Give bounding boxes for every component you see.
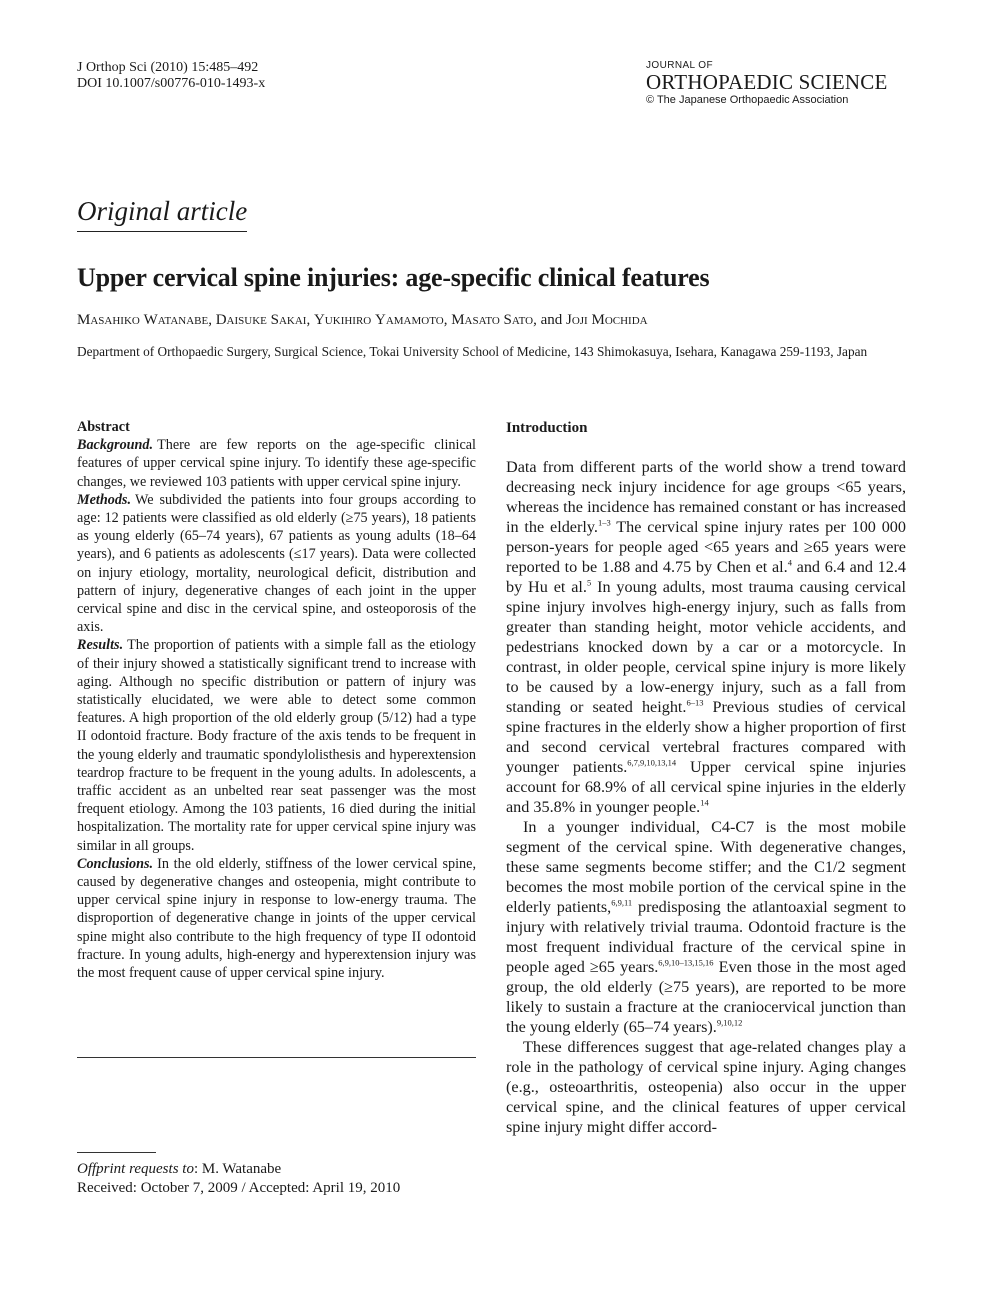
journal-brand-copyright: © The Japanese Orthopaedic Association (646, 94, 849, 106)
abstract-methods: Methods. We subdivided the patients into four groups according to age: 12 patients were classified as old elderly (≥75 years), 18 patients as young elderly (65–74 years), 67 patients as young adults (18–64 years), and 6 patients as adolescents (≤17 years). Data were collected on injury etiology, mortality, neurological deficit, distribution and pattern of injury, degenerative changes of each joint in the upper cervical spine and disc in the cervical spine, and osteoporosis of the axis. (77, 491, 476, 636)
introduction-section (506, 418, 906, 1137)
citation-ref: 1–3 (597, 517, 611, 528)
article-category: Original article (77, 196, 247, 232)
citation-ref: 6,9,10–13,15,16 (658, 957, 714, 968)
conclusions-label: Conclusions. (77, 855, 154, 872)
abstract-heading: Abstract (77, 419, 130, 435)
citation-block (77, 60, 265, 92)
citation-ref: 5 (586, 577, 592, 588)
abstract-divider (77, 1057, 476, 1058)
citation-ref: 6–13 (686, 697, 704, 708)
offprint-requests: Offprint requests to: M. Watanabe (77, 1161, 282, 1177)
affiliation: Department of Orthopaedic Surgery, Surgical Science, Tokai University School of Medicine, 143 Shimokasuya, Isehara, Kanagawa 259-1193, Japan (77, 344, 868, 359)
journal-brand-small: JOURNAL OF (646, 60, 713, 71)
journal-brand-name: ORTHOPAEDIC SCIENCE (646, 70, 888, 94)
journal-brand (646, 60, 916, 107)
author-list: Masahiko Watanabe, Daisuke Sakai, Yukihiro Yamamoto, Masato Sato, and Joji Mochida (77, 312, 648, 328)
abstract-results: Results. The proportion of patients with a simple fall as the etiology of their injury showed a statistically significant trend to increase with aging. Although no specific distribution or pattern of injury was statistically elucidated, we were able to detect some common features. A high proportion of the old elderly group (5/12) had a type II odontoid fracture. Body fracture of the axis tends to be frequent in the young elderly and traumatic spondylolisthesis and hyperextension teardrop fracture to be frequent in the young adults. In adolescents, a traffic accident as an unbelted rear seat passenger was the most frequent etiology. Among the 103 patients, 16 died during the initial hospitalization. The mortality rate for upper cervical spine injury was similar in all groups. (77, 637, 476, 854)
background-label: Background. (77, 437, 154, 454)
introduction-heading: Introduction (506, 420, 588, 436)
author-5: Joji Mochida (566, 312, 648, 328)
doi: DOI 10.1007/s00776-010-1493-x (77, 76, 266, 91)
author-2: Daisuke Sakai (215, 312, 307, 328)
received-accepted-dates: Received: October 7, 2009 / Accepted: April 19, 2010 (77, 1180, 401, 1196)
author-4: Masato Sato (451, 312, 534, 328)
citation-ref: 6,9,11 (611, 897, 633, 908)
article-title: Upper cervical spine injuries: age-specific clinical features (77, 263, 710, 292)
intro-paragraph-1: Data from different parts of the world show a trend toward decreasing neck injury incidence for age groups <65 years, whereas the incidence has remained constant or has increased in the elderly.$^{1-3}$ The cervical spine injury rates per 100 000 person-years for people aged <65 years and ≥65 years were reported to be 1.88 and 4.75 by Chen et al.$^4$ and 6.4 and 12.4 by Hu et al.$^5$ In young adults, most trauma causing cervical spine injury involves high-energy injury, such as falls from greater than standing height, motor vehicle accidents, and pedestrians knocked down by a car or a motorcycle. In contrast, in older people, cervical spine injury is more likely to be caused by a low-energy injury, such as a fall from standing or seated height.$^{6-13}$ Previous studies of cervical spine fractures in the elderly show a higher proportion of first and second cervical vertebral fractures compared with younger patients.$^{6,7,9,10,13,14}$ Upper cervical spine injuries account for 68.9% of all cervical spine injuries in the elderly and 35.8% in younger people.$^{14}$ (506, 458, 906, 816)
citation-ref: 4 (787, 557, 792, 568)
footnote-divider (77, 1152, 156, 1153)
citation-ref: 14 (700, 797, 709, 808)
journal-citation: J Orthop Sci (2010) 15:485–492 (77, 60, 259, 75)
citation-ref: 6,7,9,10,13,14 (627, 757, 677, 768)
citation-ref: 9,10,12 (716, 1017, 743, 1028)
methods-label: Methods. (77, 491, 131, 508)
footnote (77, 1160, 400, 1198)
results-label: Results. (77, 637, 124, 654)
abstract-background: Background. There are few reports on the age-specific clinical features of upper cervical spine injury. To identify these age-specific changes, we reviewed 103 patients with upper cervical spine injury. (77, 437, 476, 490)
author-1: Masahiko Watanabe (77, 312, 209, 328)
intro-paragraph-2: In a younger individual, C4-C7 is the most mobile segment of the cervical spine. With degenerative changes, these same segments become stiffer; and the C1/2 segment becomes the most mobile portion of the cervical spine in the elderly patients,$^{6,9,11}$ predisposing the atlantoaxial segment to injury with relatively trivial trauma. Odontoid fracture is the most frequent individual fracture of the cervical spine in people aged ≥65 years.$^{6,9,10-13,15,16}$ Even those in the most aged group, the old elderly (≥75 years), are reported to be more likely to sustain a fracture at the craniocervical junction than the young elderly (65–74 years).$^{9,10,12}$ (506, 818, 906, 1036)
abstract-conclusions: Conclusions. In the old elderly, stiffness of the lower cervical spine, caused by degenerative changes and osteopenia, might contribute to upper cervical spine injury in response to low-energy trauma. The disproportion of degenerative change in joints of the upper cervical spine might also contribute to the high frequency of type II odontoid fracture. In young adults, high-energy and hyperextension injury was the most frequent cause of upper cervical spine injury. (77, 855, 476, 982)
abstract-section (77, 418, 476, 982)
intro-paragraph-3: These differences suggest that age-related changes play a role in the pathology of cervical spine injury. Aging changes (e.g., osteoarthritis, osteopenia) also occur in the upper cervical spine, and the clinical features of upper cervical spine injury might differ accord- (506, 1038, 906, 1136)
author-3: Yukihiro Yamamoto (313, 312, 444, 328)
